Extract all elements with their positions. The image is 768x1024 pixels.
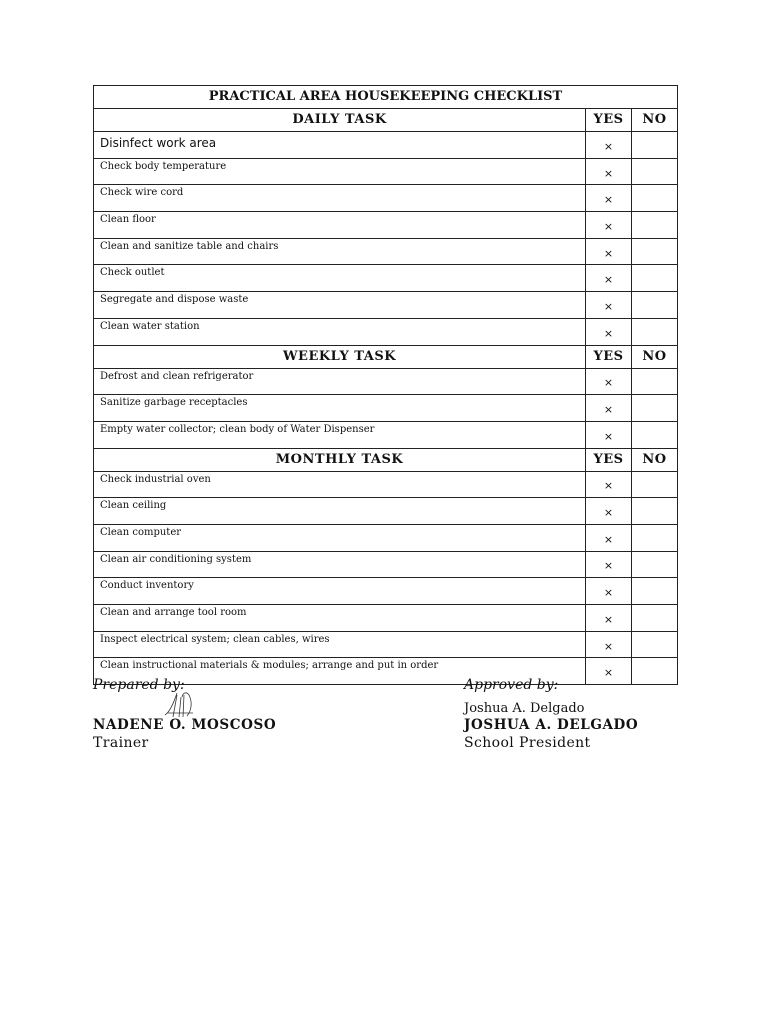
table-row <box>94 158 678 185</box>
approver-signed-name: Joshua A. Delgado <box>464 701 585 716</box>
no-mark <box>632 631 678 658</box>
table-row <box>94 368 678 395</box>
yes-mark: × <box>586 158 632 185</box>
section-header-row <box>94 109 678 132</box>
preparer-role: Trainer <box>93 735 149 751</box>
approved-by-label: Approved by: <box>464 677 559 693</box>
no-mark <box>632 318 678 345</box>
table-row <box>94 578 678 605</box>
no-column-header: NO <box>632 109 678 132</box>
task-label: Clean air conditioning system <box>94 551 586 578</box>
no-mark <box>632 421 678 448</box>
task-label: Check body temperature <box>94 158 586 185</box>
yes-mark: × <box>586 238 632 265</box>
yes-mark: × <box>586 605 632 632</box>
no-mark <box>632 471 678 498</box>
task-label: Clean ceiling <box>94 498 586 525</box>
task-label: Check wire cord <box>94 185 586 212</box>
no-mark <box>632 498 678 525</box>
yes-column-header: YES <box>586 109 632 132</box>
task-label: Defrost and clean refrigerator <box>94 368 586 395</box>
task-label: Check outlet <box>94 265 586 292</box>
yes-mark: × <box>586 395 632 422</box>
yes-mark: × <box>586 471 632 498</box>
task-label: Clean instructional materials & modules; arrange and put in order <box>94 658 586 685</box>
task-label: Inspect electrical system; clean cables, wires <box>94 631 586 658</box>
task-label: Segregate and dispose waste <box>94 292 586 319</box>
no-mark <box>632 238 678 265</box>
table-row <box>94 631 678 658</box>
yes-column-header: YES <box>586 448 632 471</box>
yes-mark: × <box>586 658 632 685</box>
section-heading: WEEKLY TASK <box>94 345 586 368</box>
no-mark <box>632 158 678 185</box>
yes-mark: × <box>586 132 632 159</box>
yes-mark: × <box>586 498 632 525</box>
task-label: Check industrial oven <box>94 471 586 498</box>
no-column-header: NO <box>632 345 678 368</box>
no-mark <box>632 605 678 632</box>
no-mark <box>632 132 678 159</box>
no-mark <box>632 578 678 605</box>
yes-mark: × <box>586 212 632 239</box>
table-row <box>94 551 678 578</box>
table-row <box>94 292 678 319</box>
no-mark <box>632 292 678 319</box>
section-heading: DAILY TASK <box>94 109 586 132</box>
checklist-title: PRACTICAL AREA HOUSEKEEPING CHECKLIST <box>94 86 678 109</box>
table-row <box>94 132 678 159</box>
approver-name: JOSHUA A. DELGADO <box>464 717 639 733</box>
table-row <box>94 498 678 525</box>
task-label: Clean and arrange tool room <box>94 605 586 632</box>
no-column-header: NO <box>632 448 678 471</box>
yes-mark: × <box>586 185 632 212</box>
approved-by-block <box>464 677 724 767</box>
table-row <box>94 524 678 551</box>
yes-mark: × <box>586 292 632 319</box>
yes-mark: × <box>586 368 632 395</box>
approver-role: School President <box>464 735 591 751</box>
table-row <box>94 471 678 498</box>
no-mark <box>632 551 678 578</box>
yes-mark: × <box>586 318 632 345</box>
no-mark <box>632 185 678 212</box>
task-label: Empty water collector; clean body of Water Dispenser <box>94 421 586 448</box>
table-row <box>94 265 678 292</box>
yes-column-header: YES <box>586 345 632 368</box>
yes-mark: × <box>586 631 632 658</box>
prepared-by-label: Prepared by: <box>93 677 185 693</box>
task-label: Clean floor <box>94 212 586 239</box>
task-label: Conduct inventory <box>94 578 586 605</box>
task-label: Disinfect work area <box>94 132 586 159</box>
task-label: Clean and sanitize table and chairs <box>94 238 586 265</box>
no-mark <box>632 524 678 551</box>
table-row <box>94 421 678 448</box>
table-row <box>94 395 678 422</box>
no-mark <box>632 212 678 239</box>
yes-mark: × <box>586 421 632 448</box>
section-header-row <box>94 345 678 368</box>
table-row <box>94 212 678 239</box>
yes-mark: × <box>586 524 632 551</box>
preparer-name: NADENE O. MOSCOSO <box>93 717 277 733</box>
prepared-by-block <box>93 677 393 767</box>
table-row <box>94 318 678 345</box>
task-label: Clean water station <box>94 318 586 345</box>
table-row <box>94 238 678 265</box>
no-mark <box>632 368 678 395</box>
yes-mark: × <box>586 551 632 578</box>
task-label: Sanitize garbage receptacles <box>94 395 586 422</box>
yes-mark: × <box>586 578 632 605</box>
checklist-title-row <box>94 86 678 109</box>
table-row <box>94 605 678 632</box>
no-mark <box>632 395 678 422</box>
no-mark <box>632 265 678 292</box>
task-label: Clean computer <box>94 524 586 551</box>
table-row <box>94 185 678 212</box>
housekeeping-checklist-table <box>93 85 678 685</box>
yes-mark: × <box>586 265 632 292</box>
section-header-row <box>94 448 678 471</box>
signature-mark <box>163 689 197 719</box>
section-heading: MONTHLY TASK <box>94 448 586 471</box>
